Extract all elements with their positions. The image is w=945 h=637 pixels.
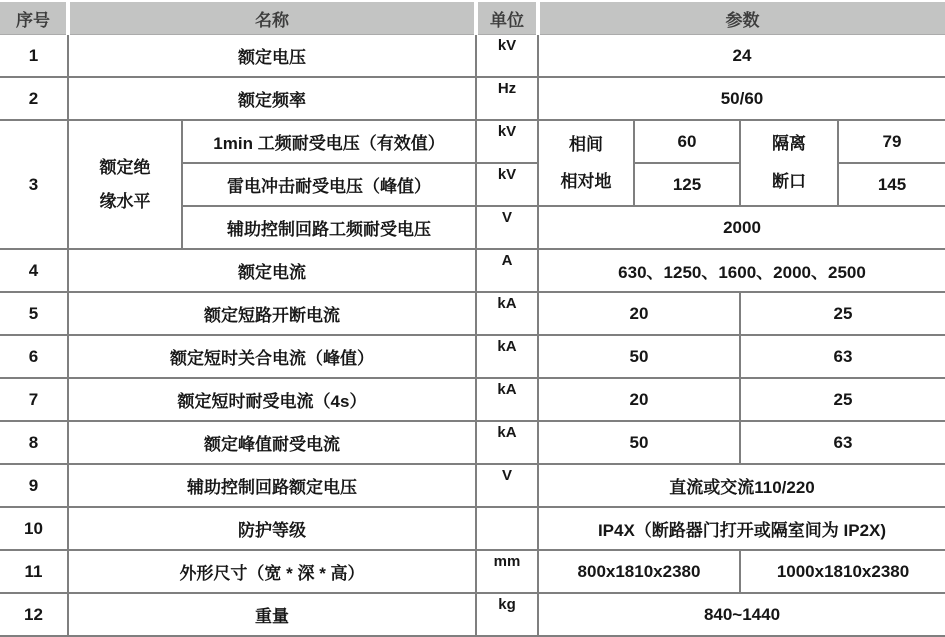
- table-row: [0, 35, 945, 78]
- unit-cell: Hz: [476, 77, 538, 120]
- row-number-cell: 11: [0, 550, 68, 593]
- unit-cell: kV: [476, 120, 538, 163]
- phase-label-top: 相间: [569, 135, 603, 154]
- row-number-cell: 6: [0, 335, 68, 378]
- table-row: [0, 378, 945, 421]
- param-value-cell: 145: [838, 163, 945, 206]
- row-number-cell: 9: [0, 464, 68, 507]
- unit-cell: kV: [476, 163, 538, 206]
- row-number-cell: 3: [0, 120, 68, 249]
- param-right-cell: 1000x1810x2380: [740, 550, 945, 593]
- table-row: [0, 464, 945, 507]
- param-left-cell: 50: [538, 421, 740, 464]
- sub-name-cell: 1min 工频耐受电压（有效值）: [182, 120, 476, 163]
- param-cell: 630、1250、1600、2000、2500: [538, 249, 945, 292]
- unit-cell: mm: [476, 550, 538, 593]
- param-value-cell: 79: [838, 120, 945, 163]
- name-cell: 额定峰值耐受电流: [68, 421, 476, 464]
- row-number-cell: 1: [0, 35, 68, 78]
- param-left-cell: 20: [538, 292, 740, 335]
- unit-cell: kA: [476, 421, 538, 464]
- header-no: 序号: [0, 1, 68, 35]
- param-right-cell: 63: [740, 335, 945, 378]
- unit-cell: [476, 507, 538, 550]
- table-header: [0, 1, 945, 35]
- name-cell: 额定电流: [68, 249, 476, 292]
- name-cell: 额定短时关合电流（峰值）: [68, 335, 476, 378]
- param-left-cell: 800x1810x2380: [538, 550, 740, 593]
- sub-name-cell: 辅助控制回路工频耐受电压: [182, 206, 476, 249]
- unit-cell: kA: [476, 335, 538, 378]
- break-label-cell: [740, 120, 838, 206]
- phase-label-bottom: 相对地: [560, 172, 612, 191]
- unit-cell: V: [476, 206, 538, 249]
- name-cell: 外形尺寸（宽 * 深 * 高）: [68, 550, 476, 593]
- table-row: [0, 593, 945, 636]
- unit-cell: kA: [476, 292, 538, 335]
- table-row: [0, 292, 945, 335]
- phase-label-cell: [538, 120, 634, 206]
- param-cell: 840~1440: [538, 593, 945, 636]
- param-cell: IP4X（断路器门打开或隔室间为 IP2X): [538, 507, 945, 550]
- table-row: [0, 507, 945, 550]
- unit-cell: V: [476, 464, 538, 507]
- name-cell: 额定频率: [68, 77, 476, 120]
- table-row: [0, 421, 945, 464]
- sub-name-cell: 雷电冲击耐受电压（峰值）: [182, 163, 476, 206]
- row-number-cell: 2: [0, 77, 68, 120]
- param-cell: 直流或交流110/220: [538, 464, 945, 507]
- table-row: [0, 335, 945, 378]
- header-row: [0, 1, 945, 35]
- insulation-group-label: 额定绝缘水平: [99, 157, 151, 211]
- break-label: 隔离断口: [771, 134, 806, 191]
- name-cell: 重量: [68, 593, 476, 636]
- unit-cell: kg: [476, 593, 538, 636]
- param-right-cell: 25: [740, 292, 945, 335]
- param-left-cell: 20: [538, 378, 740, 421]
- param-right-cell: 63: [740, 421, 945, 464]
- name-cell: 防护等级: [68, 507, 476, 550]
- header-param: 参数: [538, 1, 945, 35]
- table-row: [0, 249, 945, 292]
- param-right-cell: 25: [740, 378, 945, 421]
- name-cell: 额定电压: [68, 35, 476, 78]
- unit-cell: kV: [476, 35, 538, 78]
- row-number-cell: 12: [0, 593, 68, 636]
- name-cell: 辅助控制回路额定电压: [68, 464, 476, 507]
- param-cell: 2000: [538, 206, 945, 249]
- param-cell: 50/60: [538, 77, 945, 120]
- unit-cell: A: [476, 249, 538, 292]
- row-number-cell: 5: [0, 292, 68, 335]
- table-row: [0, 77, 945, 120]
- param-left-cell: 50: [538, 335, 740, 378]
- row-number-cell: 7: [0, 378, 68, 421]
- table-row: [0, 550, 945, 593]
- row-number-cell: 4: [0, 249, 68, 292]
- unit-cell: kA: [476, 378, 538, 421]
- row-number-cell: 10: [0, 507, 68, 550]
- table-row: [0, 120, 945, 163]
- header-unit: 单位: [476, 1, 538, 35]
- param-value-cell: 125: [634, 163, 740, 206]
- header-name: 名称: [68, 1, 476, 35]
- insulation-group-cell: [68, 120, 182, 249]
- param-cell: 24: [538, 35, 945, 78]
- name-cell: 额定短时耐受电流（4s）: [68, 378, 476, 421]
- name-cell: 额定短路开断电流: [68, 292, 476, 335]
- param-value-cell: 60: [634, 120, 740, 163]
- row-number-cell: 8: [0, 421, 68, 464]
